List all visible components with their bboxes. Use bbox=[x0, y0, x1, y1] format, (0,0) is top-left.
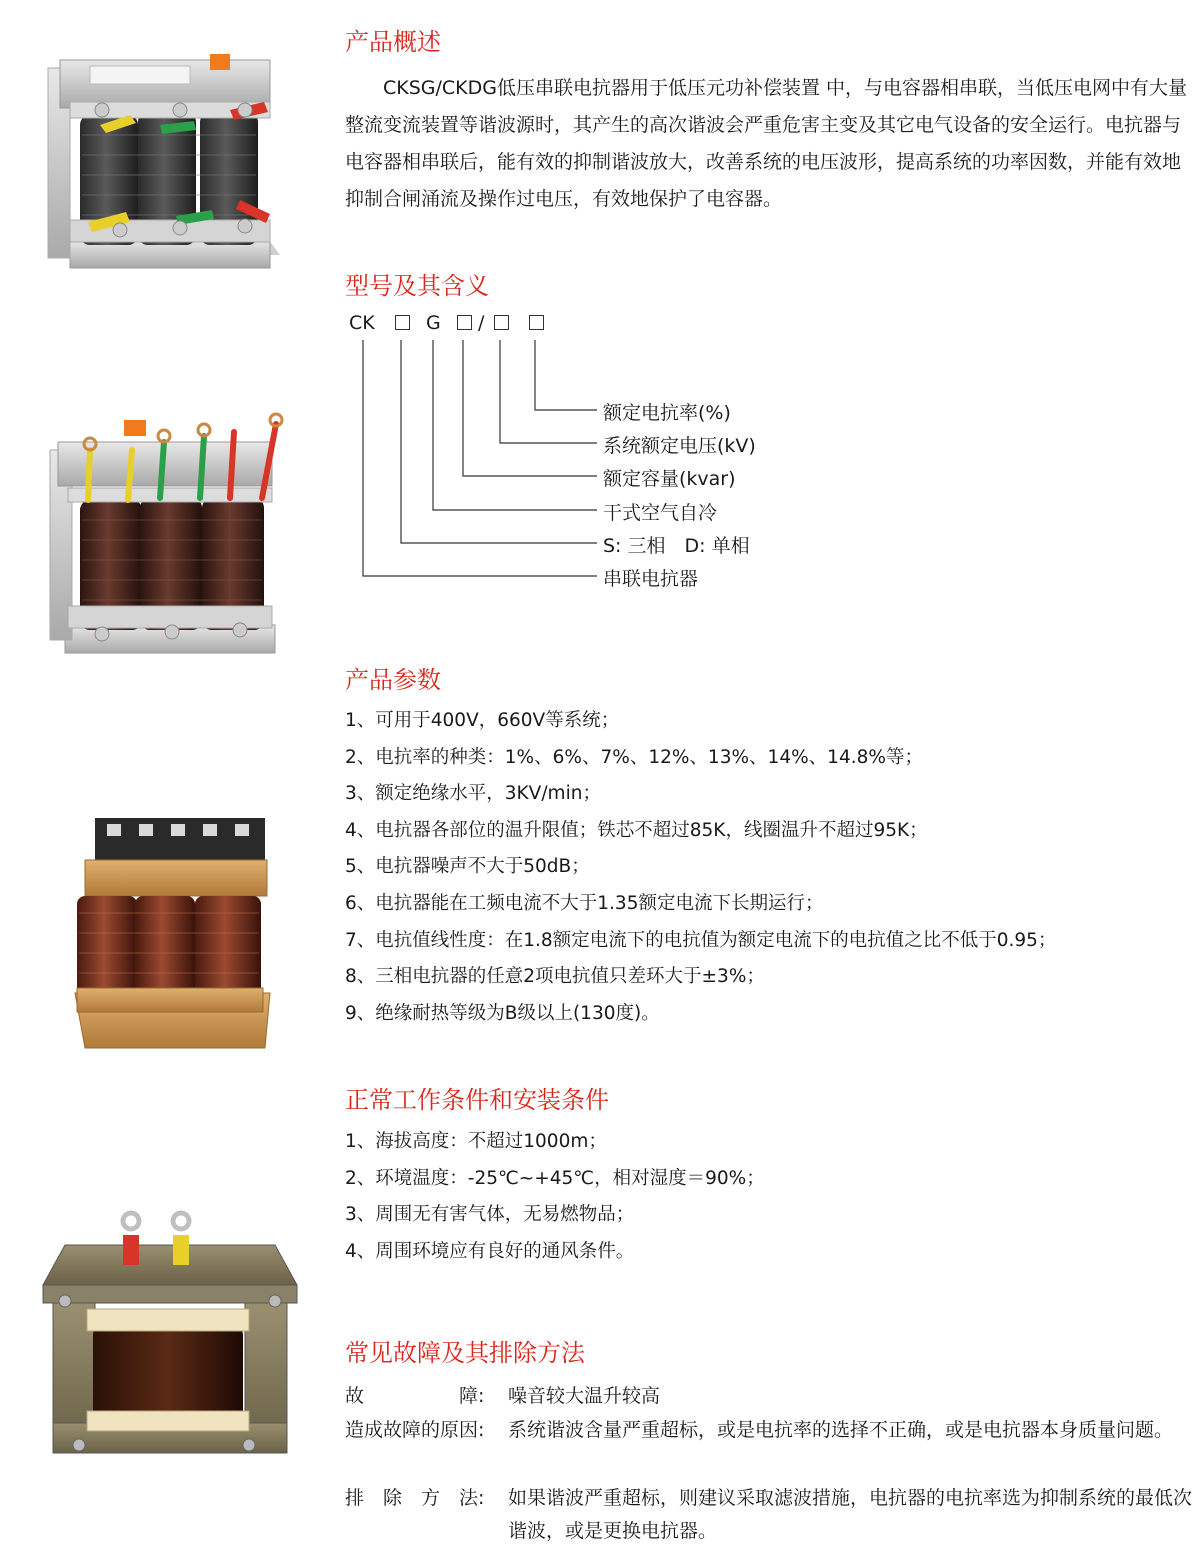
list-item: 5、电抗器噪声不大于50dB； bbox=[345, 856, 590, 878]
list-item: 2、电抗率的种类：1%、6%、7%、12%、13%、14%、14.8%等； bbox=[345, 746, 923, 768]
model-label-cooling: 干式空气自冷 bbox=[603, 502, 718, 524]
three-phase-reactor-photo bbox=[40, 40, 290, 285]
fault-row-symptom bbox=[345, 1380, 1195, 1414]
three-phase-reactor-terminals-photo bbox=[40, 410, 290, 670]
list-item: 1、可用于400V，660V等系统； bbox=[345, 710, 620, 731]
model-code-box-phase bbox=[395, 315, 410, 330]
model-diagram bbox=[345, 332, 765, 594]
overview-paragraph: CKSG/CKDG低压串联电抗器用于低压元功补偿装置 中，与电容器相串联，当低压电网中有大量整流变流装置等谐波源时，其产生的高次谐波会严重危害主变及其它电气设备的安全运行。电抗器与电容器相串联后，能有效的抑制谐波放大，改善系统的电压波形，提高系统的功率因数，并能有效地抑制合闸涌流及操作过电压，有效地保护了电容器。 bbox=[345, 77, 1188, 210]
fault-value: 噪音较大温升较高 bbox=[508, 1385, 661, 1407]
product-photo-column bbox=[0, 0, 330, 1565]
list-item: 3、额定绝缘水平，3KV/min； bbox=[345, 783, 601, 805]
model-code-g: G bbox=[426, 312, 441, 334]
fault-key: 造成故障的原因: bbox=[345, 1419, 485, 1441]
model-label-rated-voltage: 系统额定电压(kV) bbox=[603, 435, 756, 457]
list-item: 3、周围无有害气体，无易燃物品； bbox=[345, 1204, 635, 1226]
model-code-slash: / bbox=[478, 312, 485, 334]
fault-row-solution bbox=[345, 1482, 1195, 1550]
list-item: 2、环境温度：-25℃~+45℃，相对湿度＝90%； bbox=[345, 1167, 765, 1189]
fault-row-cause bbox=[345, 1414, 1195, 1482]
fault-value: 系统谐波含量严重超标，或是电抗率的选择不正确，或是电抗器本身质量问题。 bbox=[508, 1419, 1174, 1441]
params-list bbox=[345, 703, 1056, 1032]
list-item: 4、周围环境应有良好的通风条件。 bbox=[345, 1240, 635, 1262]
model-code-box-voltage bbox=[494, 315, 509, 330]
list-item: 7、电抗值线性度：在1.8额定电流下的电抗值为额定电流下的电抗值之比不低于0.95； bbox=[345, 929, 1057, 951]
list-item: 9、绝缘耐热等级为B级以上(130度)。 bbox=[345, 1002, 660, 1024]
fault-key: 排 除 方 法: bbox=[345, 1487, 485, 1509]
model-label-rated-capacity: 额定容量(kvar) bbox=[603, 468, 736, 490]
copper-coil-reactor-photo bbox=[55, 818, 285, 1058]
model-label-reactance-rate: 额定电抗率(%) bbox=[603, 402, 731, 424]
faults-title: 常见故障及其排除方法 bbox=[345, 1339, 585, 1367]
single-phase-reactor-photo bbox=[35, 1205, 300, 1460]
list-item: 1、海拔高度：不超过1000m； bbox=[345, 1131, 607, 1152]
list-item: 4、电抗器各部位的温升限值；铁芯不超过85K，线圈温升不超过95K； bbox=[345, 819, 928, 841]
model-code-ck: CK bbox=[349, 312, 375, 334]
conditions-title: 正常工作条件和安装条件 bbox=[345, 1086, 609, 1114]
fault-value: 如果谐波严重超标，则建议采取滤波措施，电抗器的电抗率选为抑制系统的最低次谐波，或是更换电抗器。 bbox=[508, 1487, 1193, 1542]
params-title: 产品参数 bbox=[345, 666, 441, 694]
list-item: 8、三相电抗器的任意2项电抗值只差环大于±3%； bbox=[345, 966, 765, 988]
list-item: 6、电抗器能在工频电流不大于1.35额定电流下长期运行； bbox=[345, 892, 824, 914]
model-code-box-reactance bbox=[529, 315, 544, 330]
model-label-phase: S: 三相 D: 单相 bbox=[603, 535, 750, 557]
model-label-series-reactor: 串联电抗器 bbox=[603, 568, 699, 590]
conditions-list bbox=[345, 1124, 765, 1270]
fault-key: 故 障: bbox=[345, 1385, 485, 1407]
overview-title: 产品概述 bbox=[345, 28, 441, 56]
model-code-box-capacity bbox=[457, 315, 472, 330]
model-title: 型号及其含义 bbox=[345, 272, 489, 300]
